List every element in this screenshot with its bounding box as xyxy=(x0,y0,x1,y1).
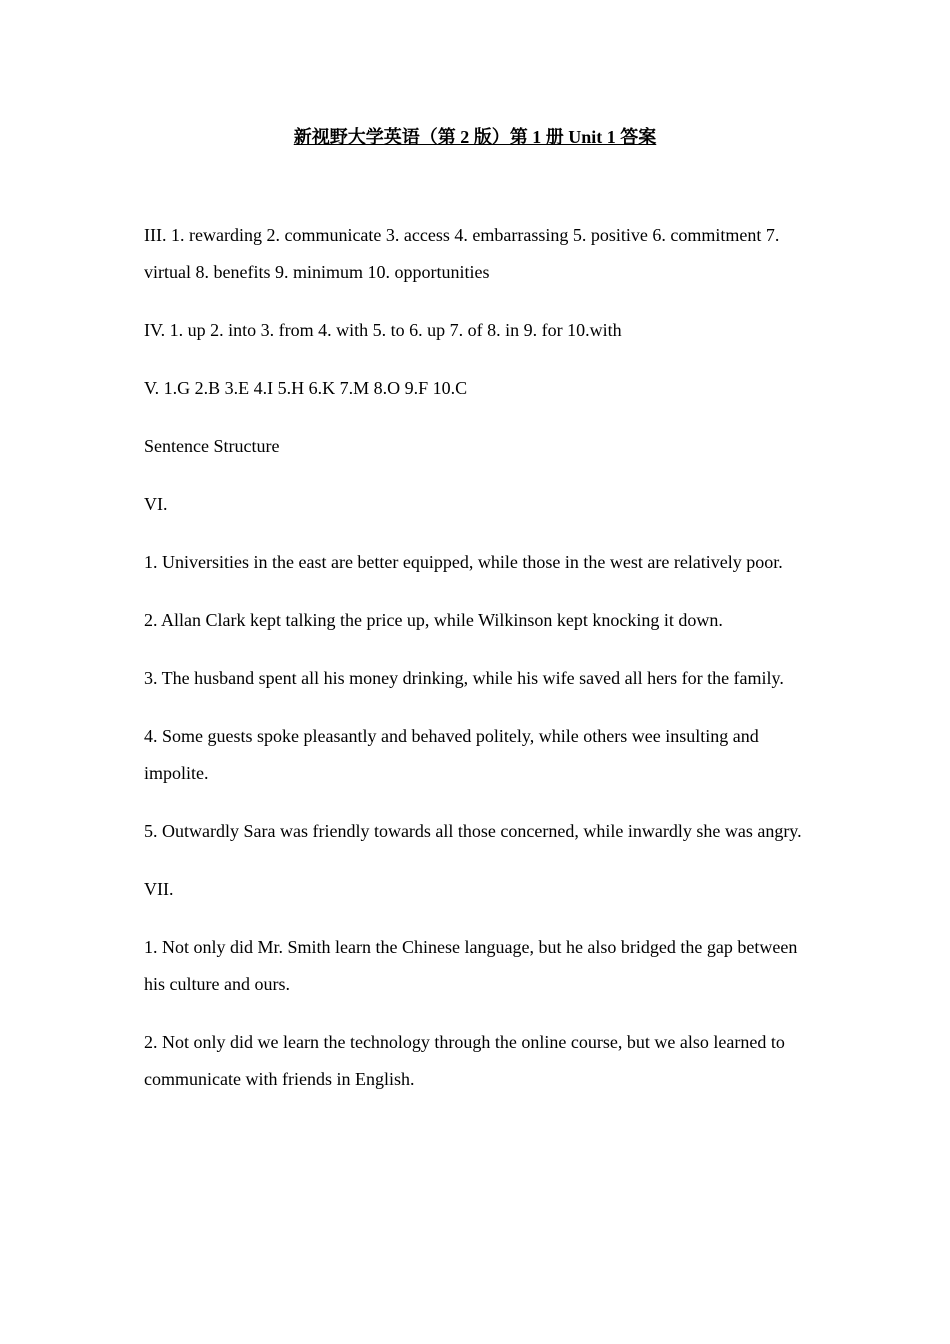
section-heading-vii: VII. xyxy=(144,879,174,899)
section-heading-sentence-structure: Sentence Structure xyxy=(144,436,280,456)
vi-answer-2: 2. Allan Clark kept talking the price up, while Wilkinson kept knocking it down. xyxy=(144,610,723,630)
document-body xyxy=(144,217,812,1119)
answers-section-iv: IV. 1. up 2. into 3. from 4. with 5. to 6. up 7. of 8. in 9. for 10.with xyxy=(144,320,622,340)
vi-answer-1: 1. Universities in the east are better equipped, while those in the west are relatively poor. xyxy=(144,552,783,572)
vii-answer-2: 2. Not only did we learn the technology through the online course, but we also learned to communicate with friends in English. xyxy=(144,1032,785,1089)
vii-answer-1: 1. Not only did Mr. Smith learn the Chinese language, but he also bridged the gap between his culture and ours. xyxy=(144,937,798,994)
vi-answer-3: 3. The husband spent all his money drinking, while his wife saved all hers for the family. xyxy=(144,668,784,688)
vi-answer-4: 4. Some guests spoke pleasantly and behaved politely, while others wee insulting and impolite. xyxy=(144,726,759,783)
answers-section-iii: III. 1. rewarding 2. communicate 3. access 4. embarrassing 5. positive 6. commitment 7. virtual 8. benefits 9. minimum 10. opportunities xyxy=(144,225,780,282)
section-heading-vi: VI. xyxy=(144,494,168,514)
vi-answer-5: 5. Outwardly Sara was friendly towards all those concerned, while inwardly she was angry. xyxy=(144,821,802,841)
document-title: 新视野大学英语（第 2 版）第 1 册 Unit 1 答案 xyxy=(293,127,657,147)
answers-section-v: V. 1.G 2.B 3.E 4.I 5.H 6.K 7.M 8.O 9.F 10.C xyxy=(144,378,468,398)
